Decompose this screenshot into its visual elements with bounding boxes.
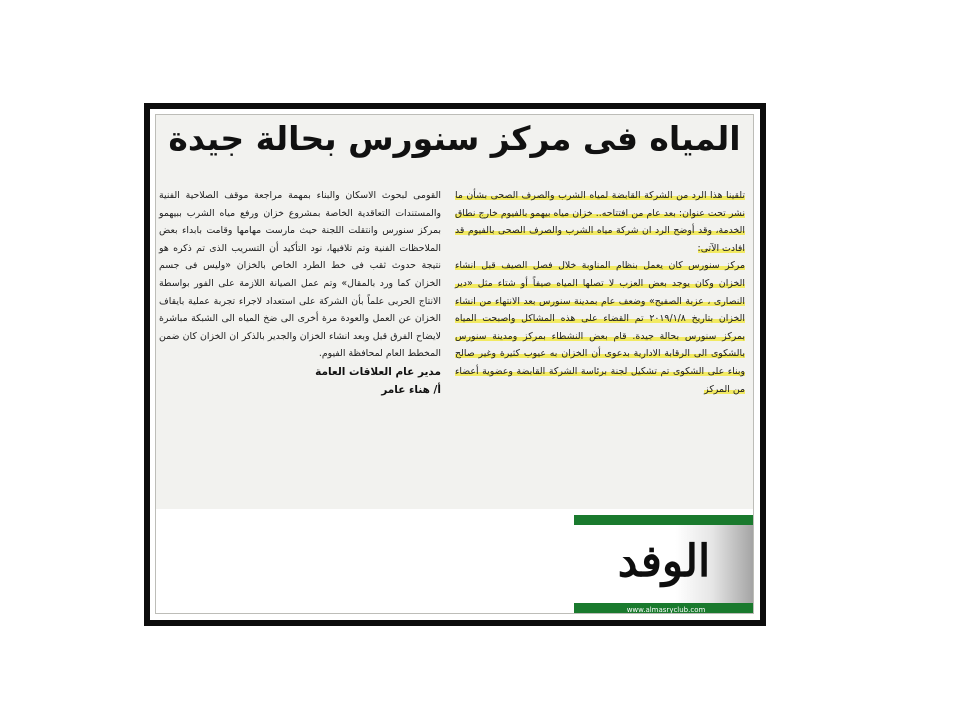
logo-top-bar xyxy=(574,515,754,525)
article-left-column xyxy=(159,187,441,399)
logo-url: www.almasryclub.com xyxy=(574,603,754,614)
paragraph-details: مركز سنورس كان يعمل بنظام المناوبة خلال فصل الصيف قبل انشاء الخزان وكان يوجد بعض العزب لا تصلها المياه صيفاً أو شتاء مثل «دير النصارى ، عزبة الصفيح» وضعف عام بمدينة سنورس بعد الانتهاء من انشاء الخزان بتاريخ ٢٠١٩/١/٨ تم القضاء على هذه المشاكل واصبحت المياه بمركز سنورس بحالة جيدة. قام بعض النشطاء بمركز ومدينة سنورس بالشكوى الى الرقابة الادارية بدعوى أن الخزان به عيوب كثيرة وغير صالح وبناء على الشكوى تم تشكيل لجنة برئاسة الشركة القابضة وعضوية أعضاء من المركز xyxy=(455,260,745,395)
headline: المياه فى مركز سنورس بحالة جيدة xyxy=(168,119,741,158)
logo-wordmark: الوفد xyxy=(617,536,711,587)
article-right-column xyxy=(455,187,745,398)
signature-name: أ/ هناء عامر xyxy=(381,383,441,396)
paragraph-continuation: القومى لبحوث الاسكان والبناء بمهمة مراجعة موقف الصلاحية الفنية والمستندات التعاقدية الخاصة بمشروع خزان ورفع مياه الشرب ببيهمو بمركز سنورس وانتقلت اللجنة حيث مارست مهامها وقامت بابداء بعض الملاحظات الفنية وتم تلافيها، نود التأكيد أن التسريب الذى تم ذكره هو نتيجة حدوث ثقب فى خط الطرد الخاص بالخزان «وليس فى جسم الخزان كما ورد بالمقال» وتم عمل الصيانة اللازمة على الفور بواسطة الانتاج الحربى علماً بأن الشركة على استعداد لاجراء تجربة عملية بايقاف الخزان عن العمل والعودة مرة أخرى الى ضخ المياه الى الشبكة مباشرة لايضاح الفرق قبل وبعد انشاء الخزان والجدير بالذكر ان الخزان كان ضمن المخطط العام لمحافظة الفيوم. xyxy=(159,190,441,360)
paragraph-intro: تلقينا هذا الرد من الشركة القابضة لمياه الشرب والصرف الصحى بشأن ما نشر تحت عنوان: بعد عام من افتتاحه.. خزان مياه بيهمو بالفيوم خارج نطاق الخدمة، وقد أوضح الرد ان شركة مياه الشرب والصرف الصحى بالفيوم قد افادت الآتى: xyxy=(455,190,745,254)
newspaper-logo xyxy=(574,515,754,614)
clipping-frame xyxy=(144,103,766,626)
signature-title: مدير عام العلاقات العامة xyxy=(315,365,441,378)
newspaper-clipping xyxy=(155,114,754,614)
